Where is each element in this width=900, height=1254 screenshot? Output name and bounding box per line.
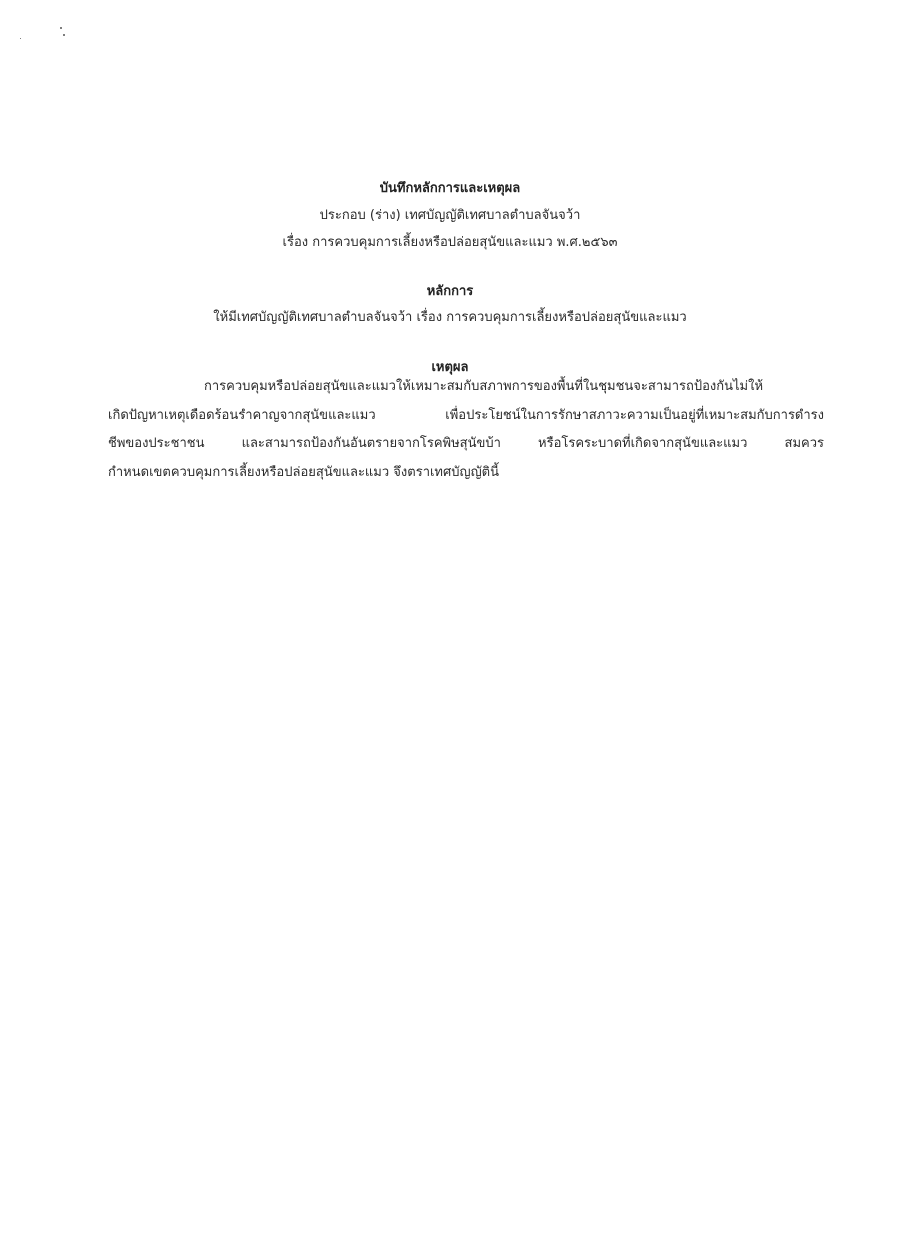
document-title: บันทึกหลักการและเหตุผล <box>379 181 521 196</box>
document-subtitle-draft: ประกอบ (ร่าง) เทศบัญญัติเทศบาลตำบลจันจว้า <box>319 208 581 223</box>
reason-line: กำหนดเขตควบคุมการเลี้ยงหรือปล่อยสุนัขและแมว จึงตราเทศบัญญัตินี้ <box>108 464 499 480</box>
document-subtitle-subject: เรื่อง การควบคุมการเลี้ยงหรือปล่อยสุนัขและแมว พ.ศ.๒๕๖๓ <box>282 235 618 250</box>
principle-text: ให้มีเทศบัญญัติเทศบาลตำบลจันจว้า เรื่อง การควบคุมการเลี้ยงหรือปล่อยสุนัขและแมว <box>213 310 687 325</box>
reason-heading: เหตุผล <box>431 360 469 375</box>
reason-line: การควบคุมหรือปล่อยสุนัขและแมวให้เหมาะสมกับสภาพการของพื้นที่ในชุมชนจะสามารถป้องกันไม่ให้ <box>204 379 764 394</box>
scan-speck <box>60 27 62 29</box>
reason-line: เกิดปัญหาเหตุเดือดร้อนรำคาญจากสุนัขและแมว เพื่อประโยชน์ในการรักษาสภาวะความเป็นอยู่ที่เหมาะสมกับการดำรง <box>108 407 824 423</box>
reason-line: ชีพของประชาชน และสามารถป้องกันอันตรายจากโรคพิษสุนัขบ้า หรือโรคระบาดที่เกิดจากสุนัขและแมว สมควร <box>108 436 824 451</box>
scan-speck <box>63 34 65 36</box>
reason-paragraph <box>108 373 824 487</box>
principle-heading: หลักการ <box>426 284 474 299</box>
scan-speck <box>20 38 21 39</box>
